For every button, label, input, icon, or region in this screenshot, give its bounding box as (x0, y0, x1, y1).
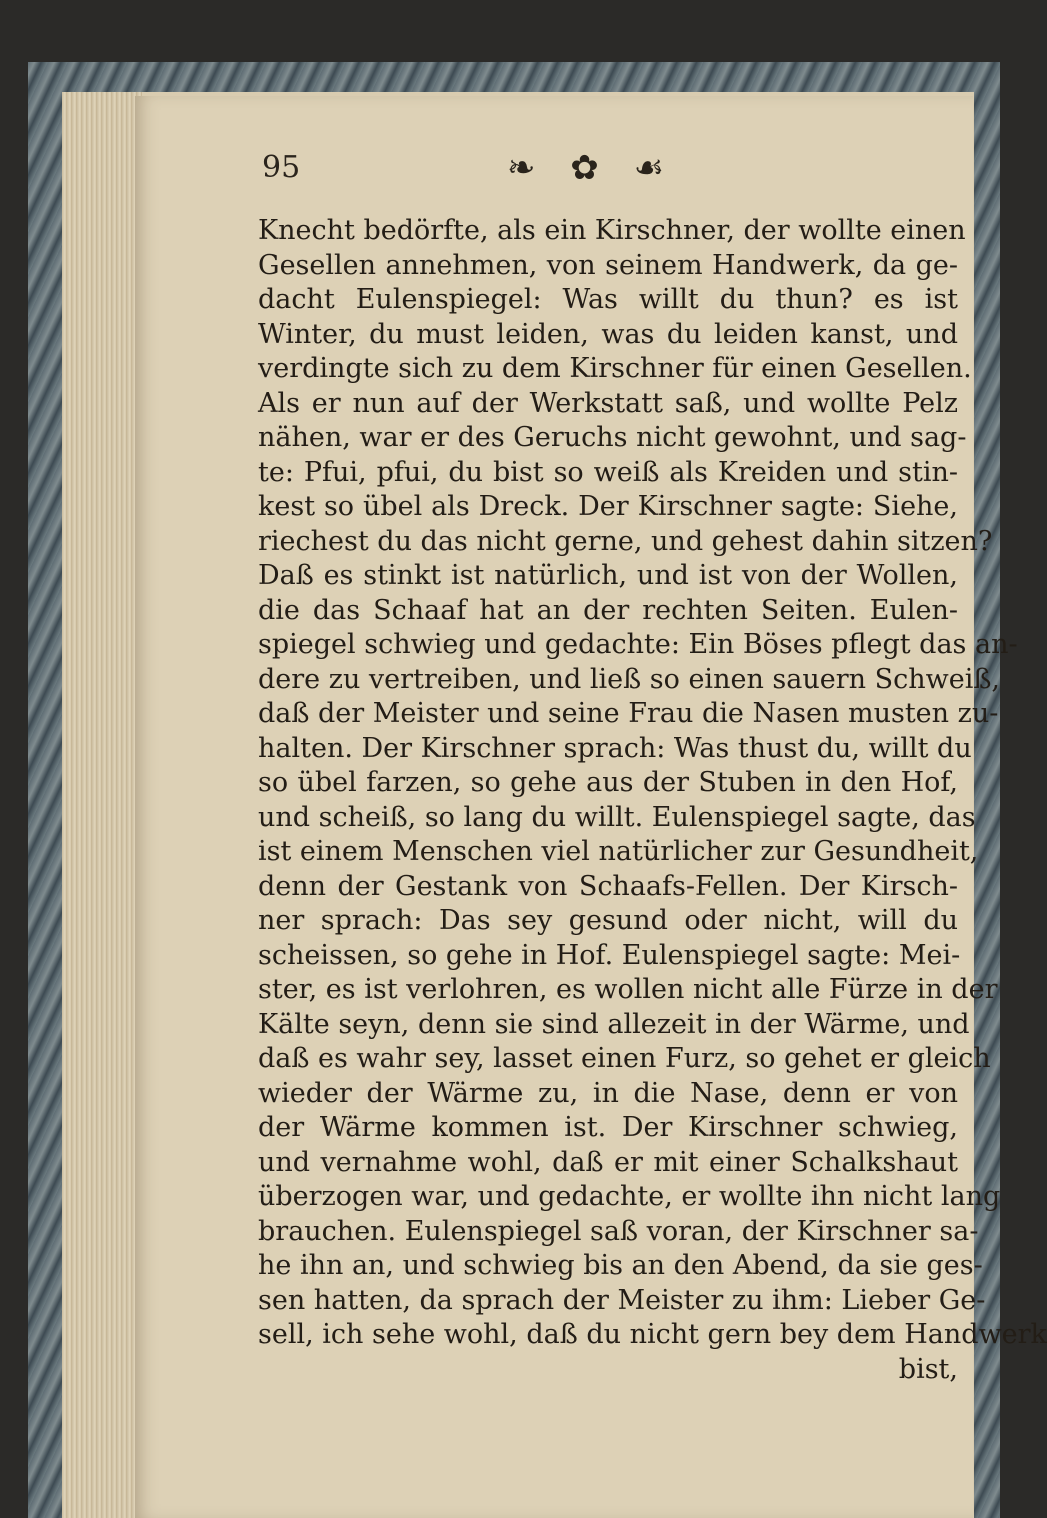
text-line: scheissen, so gehe in Hof. Eulenspiegel sagte: Mei- (258, 939, 961, 971)
text-line: spiegel schwieg und gedachte: Ein Böses pflegt das an- (258, 629, 1018, 660)
text-line: denn der Gestank von Schaafs-Fellen. Der Kirsch- (258, 870, 958, 902)
text-line: bist, (898, 1353, 958, 1385)
text-line: daß der Meister und seine Frau die Nasen musten zu- (258, 698, 999, 729)
text-line: ner sprach: Das sey gesund oder nicht, will du (258, 905, 958, 936)
text-line: der Wärme kommen ist. Der Kirschner schwieg, (258, 1112, 958, 1143)
ornament-icon: ❧ ✿ ☙ (507, 148, 677, 188)
text-line: Kälte seyn, denn sie sind allezeit in der Wärme, und (258, 1008, 970, 1040)
page-edges (62, 92, 142, 1518)
text-line: he ihn an, und schwieg bis an den Abend, da sie ges- (258, 1250, 983, 1281)
text-line: so übel farzen, so gehe aus der Stuben in den Hof, (258, 767, 958, 798)
text-line: Gesellen annehmen, von seinem Handwerk, da ge- (258, 249, 958, 281)
text-line: die das Schaaf hat an der rechten Seiten. Eulen- (258, 594, 958, 626)
text-line: halten. Der Kirschner sprach: Was thust du, willt du (258, 732, 972, 764)
text-line: te: Pfui, pfui, du bist so weiß als Kreiden und stin- (258, 456, 958, 488)
text-line: sen hatten, da sprach der Meister zu ihm: Lieber Ge- (258, 1284, 986, 1316)
page-header (262, 150, 862, 200)
text-line: Als er nun auf der Werkstatt saß, und wollte Pelz (258, 387, 958, 419)
body-text (258, 214, 1047, 1387)
text-line: Winter, du must leiden, was du leiden kanst, und (258, 318, 958, 350)
text-line: nähen, war er des Geruchs nicht gewohnt, und sag- (258, 422, 967, 453)
text-line: und scheiß, so lang du willt. Eulenspiegel sagte, das (258, 801, 976, 833)
text-line: wieder der Wärme zu, in die Nase, denn er von (258, 1077, 958, 1109)
text-line: verdingte sich zu dem Kirschner für einen Gesellen. (258, 353, 972, 384)
text-line: sell, ich sehe wohl, daß du nicht gern bey dem Handwerk (258, 1319, 1047, 1350)
text-line: ist einem Menschen viel natürlicher zur Gesundheit, (258, 836, 979, 867)
text-line: dacht Eulenspiegel: Was willt du thun? es ist (258, 284, 958, 315)
text-line: Daß es stinkt ist natürlich, und ist von der Wollen, (258, 560, 958, 591)
text-line: dere zu vertreiben, und ließ so einen sauern Schweiß, (258, 663, 1000, 695)
text-line: Knecht bedörfte, als ein Kirschner, der wollte einen (258, 215, 966, 246)
text-line: daß es wahr sey, lasset einen Furz, so gehet er gleich (258, 1043, 991, 1074)
text-line: riechest du das nicht gerne, und gehest dahin sitzen? (258, 525, 993, 557)
page-number: 95 (262, 150, 301, 185)
text-line: und vernahme wohl, daß er mit einer Schalkshaut (258, 1146, 958, 1178)
text-line: kest so übel als Dreck. Der Kirschner sagte: Siehe, (258, 491, 958, 522)
text-line: überzogen war, und gedachte, er wollte ihn nicht lang (258, 1181, 1001, 1212)
text-line: brauchen. Eulenspiegel saß voran, der Kirschner sa- (258, 1215, 979, 1247)
text-line: ster, es ist verlohren, es wollen nicht alle Fürze in der (258, 974, 998, 1005)
